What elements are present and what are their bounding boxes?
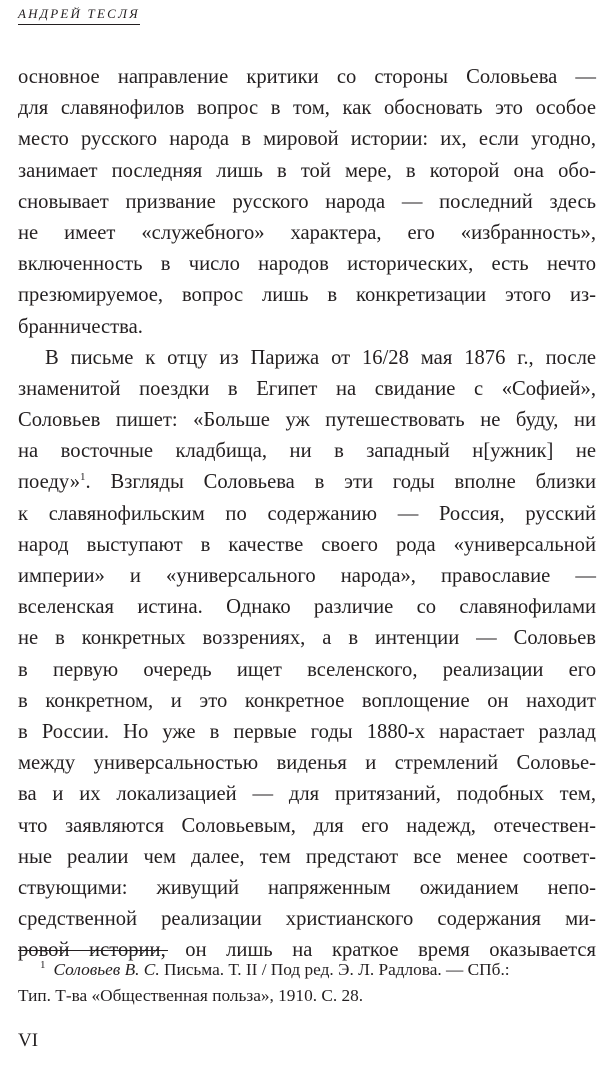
text-line: ные реалии чем далее, тем предстают все менее соответ- <box>18 845 596 868</box>
text-line: знаменитой поездки в Египет на свидание с «Софией», <box>18 377 596 400</box>
text-line: занимает последняя лишь в той мере, в которой она обо- <box>18 159 596 182</box>
text-line: бранничества. <box>18 315 143 338</box>
text-line: включенность в число народов исторических, есть нечто <box>18 253 596 276</box>
text-line: что заявляются Соловьевым, для его надежд, отечествен- <box>18 814 596 837</box>
footnote-reference[interactable]: 1 <box>80 471 86 484</box>
footnote <box>18 957 596 1009</box>
text-line: средственной реализации христианского содержания ми- <box>18 908 596 931</box>
text-line: вселенская истина. Однако различие со славянофилами <box>18 596 596 619</box>
text-line: для славянофилов вопрос в том, как обосновать это особое <box>18 97 596 120</box>
footnote-number: 1 <box>40 959 46 972</box>
text-line: народ выступают в качестве своего рода «универсальной <box>18 533 596 556</box>
text-line: Соловьев пишет: «Больше уж путешествовать не буду, ни <box>18 409 596 432</box>
footnote-divider <box>18 950 168 951</box>
text-line: место русского народа в мировой истории: их, если угодно, <box>18 128 596 151</box>
text-line: империи» и «универсального народа», православие — <box>18 565 596 587</box>
footnote-citation: Письма. Т. II / Под ред. Э. Л. Радлова. — СПб.: <box>163 960 510 979</box>
footnote-line: Тип. Т-ва «Общественная польза», 1910. С. 28. <box>18 986 364 1005</box>
page-number: VI <box>18 1030 39 1051</box>
text-line: на восточные кладбища, ни в западный н[ужник] не <box>18 440 596 463</box>
paragraph-start-line: В письме к отцу из Парижа от 16/28 мая 1876 г., после <box>45 346 596 369</box>
text-line: ствующими: живущий напряженным ожиданием непо- <box>18 876 596 899</box>
text-line: не в конкретных воззрениях, а в интенции — Соловьев <box>18 627 596 650</box>
text-segment: поеду» <box>18 471 81 494</box>
text-line: в России. Но уже в первые годы 1880-х нарастает разлад <box>18 720 596 743</box>
text-line: сновывает призвание русского народа — последний здесь <box>18 190 596 213</box>
text-line: основное направление критики со стороны Соловьева — <box>18 66 596 88</box>
text-line: презюмируемое, вопрос лишь в конкретизации этого из- <box>18 284 596 307</box>
text-line: между универсальностью виденья и стремлений Соловье- <box>18 752 596 775</box>
text-line: в первую очередь ищет вселенского, реализации его <box>18 658 596 681</box>
footnote-line <box>18 957 596 983</box>
main-text <box>18 62 596 966</box>
text-line-with-footnote-ref <box>18 467 596 498</box>
text-line: к славянофильским по содержанию — Россия, русский <box>18 502 596 525</box>
footnote-author: Соловьев В. С. <box>53 960 160 979</box>
text-line: ва и их локализацией — для притязаний, подобных тем, <box>18 783 596 806</box>
text-segment: . Взгляды Соловьева в эти годы вполне близки <box>85 471 596 494</box>
running-head: АНДРЕЙ ТЕСЛЯ <box>18 6 140 25</box>
text-line: не имеет «служебного» характера, его «избранность», <box>18 221 596 244</box>
text-line: в конкретном, и это конкретное воплощение он находит <box>18 689 596 712</box>
text-line: ровой истории, он лишь на краткое время оказывается <box>18 939 596 962</box>
